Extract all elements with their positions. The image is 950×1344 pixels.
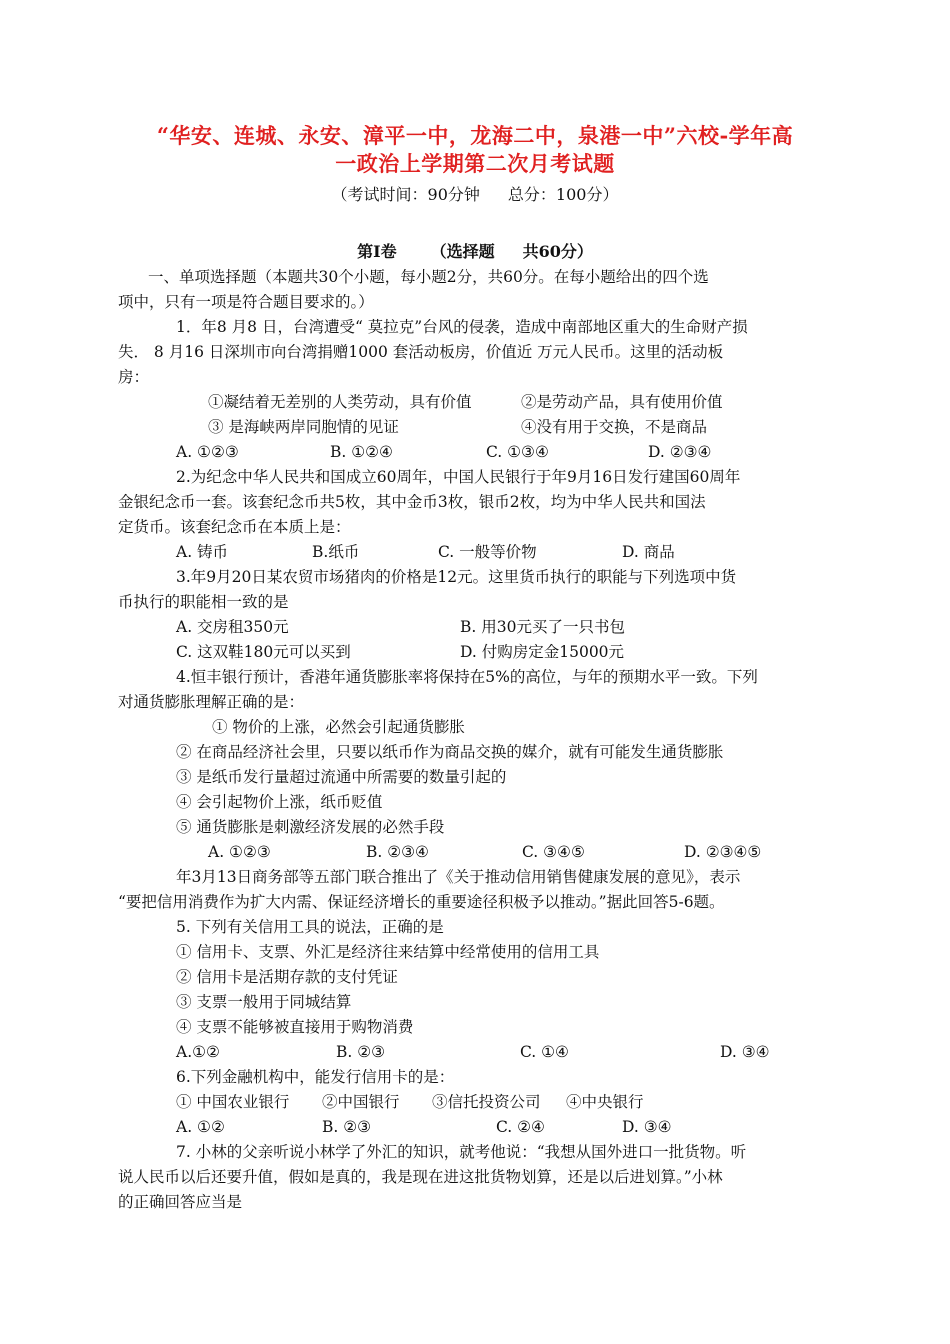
q2-line-2: 金银纪念币一套。该套纪念币共5枚，其中金币3枚，银币2枚，均为中华人民共和国法 bbox=[118, 493, 706, 511]
q1-statement-3: ③ 是海峡两岸同胞情的见证 bbox=[208, 418, 399, 436]
section-total: 共60分） bbox=[522, 242, 593, 261]
q6-statement-4: ④中央银行 bbox=[566, 1093, 644, 1111]
exam-title-line-1: “华安、连城、永安、漳平一中，龙海二中，泉港一中”六校-学年高 bbox=[156, 123, 794, 148]
q1-statement-2: ②是劳动产品，具有使用价值 bbox=[521, 393, 723, 411]
q5-statement-4: ④ 支票不能够被直接用于购物消费 bbox=[176, 1018, 414, 1036]
q2-option-c: C. 一般等价物 bbox=[438, 543, 537, 561]
q5-statement-3: ③ 支票一般用于同城结算 bbox=[176, 993, 352, 1011]
q6-line-1: 6.下列金融机构中，能发行信用卡的是： bbox=[176, 1068, 455, 1086]
q4-statement-4: ④ 会引起物价上涨，纸币贬值 bbox=[176, 793, 383, 811]
exam-time: （考试时间：90分钟 bbox=[331, 185, 480, 204]
q4-statement-2: ② 在商品经济社会里，只要以纸币作为商品交换的媒介，就有可能发生通货膨胀 bbox=[176, 743, 724, 761]
q4-line-1: 4.恒丰银行预计，香港年通货膨胀率将保持在5%的高位，与年的预期水平一致。下列 bbox=[176, 668, 758, 686]
q4-option-c: C. ③④⑤ bbox=[522, 843, 585, 861]
q4-statement-5: ⑤ 通货膨胀是刺激经济发展的必然手段 bbox=[176, 818, 445, 836]
q5-line-1: 5. 下列有关信用工具的说法，正确的是 bbox=[176, 918, 444, 936]
q7-line-3: 的正确回答应当是 bbox=[118, 1193, 243, 1211]
instructions-line-2: 项中，只有一项是符合题目要求的。） bbox=[118, 293, 374, 311]
q3-line-1: 3.年9月20日某农贸市场猪肉的价格是12元。这里货币执行的职能与下列选项中货 bbox=[176, 568, 737, 586]
q6-statement-2: ②中国银行 bbox=[322, 1093, 400, 1111]
q6-option-d: D. ③④ bbox=[622, 1118, 672, 1136]
instructions-line-1: 一、单项选择题（本题共30个小题，每小题2分，共60分。在每小题给出的四个选 bbox=[148, 268, 709, 286]
q4-option-a: A. ①②③ bbox=[208, 843, 271, 861]
q6-option-c: C. ②④ bbox=[496, 1118, 545, 1136]
q2-option-a: A. 铸币 bbox=[176, 543, 229, 561]
q5-statement-1: ① 信用卡、支票、外汇是经济往来结算中经常使用的信用工具 bbox=[176, 943, 600, 961]
q3-option-d: D. 付购房定金15000元 bbox=[460, 643, 625, 661]
q1-line-3: 房： bbox=[118, 368, 150, 386]
passage-5-6-line-1: 年3月13日商务部等五部门联合推出了《关于推动信用销售健康发展的意见》，表示 bbox=[176, 868, 741, 886]
q2-option-b: B.纸币 bbox=[312, 543, 360, 561]
q1-option-b: B. ①②④ bbox=[330, 443, 393, 461]
exam-info bbox=[118, 184, 832, 206]
q3-option-b: B. 用30元买了一只书包 bbox=[460, 618, 625, 636]
q3-line-2: 币执行的职能相一致的是 bbox=[118, 593, 289, 611]
q3-option-c: C. 这双鞋180元可以买到 bbox=[176, 643, 351, 661]
q1-option-a: A. ①②③ bbox=[176, 443, 239, 461]
q1-statement-4: ④没有用于交换，不是商品 bbox=[521, 418, 708, 436]
q5-option-a: A.①② bbox=[176, 1043, 220, 1061]
q2-line-3: 定货币。该套纪念币在本质上是： bbox=[118, 518, 351, 536]
q7-line-1: 7. 小林的父亲听说小林学了外汇的知识，就考他说：“我想从国外进口一批货物。听 bbox=[176, 1143, 747, 1161]
q6-option-b: B. ②③ bbox=[322, 1118, 372, 1136]
q7-line-2: 说人民币以后还要升值，假如是真的，我是现在进这批货物划算，还是以后进划算。”小林 bbox=[118, 1168, 723, 1186]
q6-option-a: A. ①② bbox=[176, 1118, 225, 1136]
q5-option-b: B. ②③ bbox=[336, 1043, 386, 1061]
passage-5-6-line-2: “要把信用消费作为扩大内需、保证经济增长的重要途径积极予以推动。”据此回答5-6题。 bbox=[118, 893, 725, 911]
q5-statement-2: ② 信用卡是活期存款的支付凭证 bbox=[176, 968, 398, 986]
q1-option-d: D. ②③④ bbox=[648, 443, 712, 461]
section-type: （选择题 bbox=[430, 242, 495, 261]
q1-statement-1: ①凝结着无差别的人类劳动，具有价值 bbox=[208, 393, 472, 411]
q2-option-d: D. 商品 bbox=[622, 543, 675, 561]
q4-option-d: D. ②③④⑤ bbox=[684, 843, 762, 861]
q3-option-a: A. 交房租350元 bbox=[176, 618, 289, 636]
q1-line-2: 失． 8 月16 日深圳市向台湾捐赠1000 套活动板房，价值近 万元人民币。这里的活动板 bbox=[118, 343, 724, 361]
section-label: 第Ⅰ卷 bbox=[357, 242, 397, 261]
exam-title-line-2: 一政治上学期第二次月考试题 bbox=[335, 151, 615, 176]
section-heading bbox=[118, 241, 832, 263]
q2-line-1: 2.为纪念中华人民共和国成立60周年，中国人民银行于年9月16日发行建国60周年 bbox=[176, 468, 741, 486]
q1-line-1: 1．年8 月8 日，台湾遭受“ 莫拉克”台风的侵袭，造成中南部地区重大的生命财产损 bbox=[176, 318, 748, 336]
q6-statement-1: ① 中国农业银行 bbox=[176, 1093, 290, 1111]
q5-option-d: D. ③④ bbox=[720, 1043, 770, 1061]
q6-statement-3: ③信托投资公司 bbox=[432, 1093, 541, 1111]
q5-option-c: C. ①④ bbox=[520, 1043, 569, 1061]
q1-option-c: C. ①③④ bbox=[486, 443, 549, 461]
total-score: 总分：100分） bbox=[507, 185, 619, 204]
q4-statement-3: ③ 是纸币发行量超过流通中所需要的数量引起的 bbox=[176, 768, 507, 786]
q4-statement-1: ① 物价的上涨，必然会引起通货膨胀 bbox=[212, 718, 465, 736]
q4-option-b: B. ②③④ bbox=[366, 843, 429, 861]
q4-line-2: 对通货膨胀理解正确的是： bbox=[118, 693, 305, 711]
